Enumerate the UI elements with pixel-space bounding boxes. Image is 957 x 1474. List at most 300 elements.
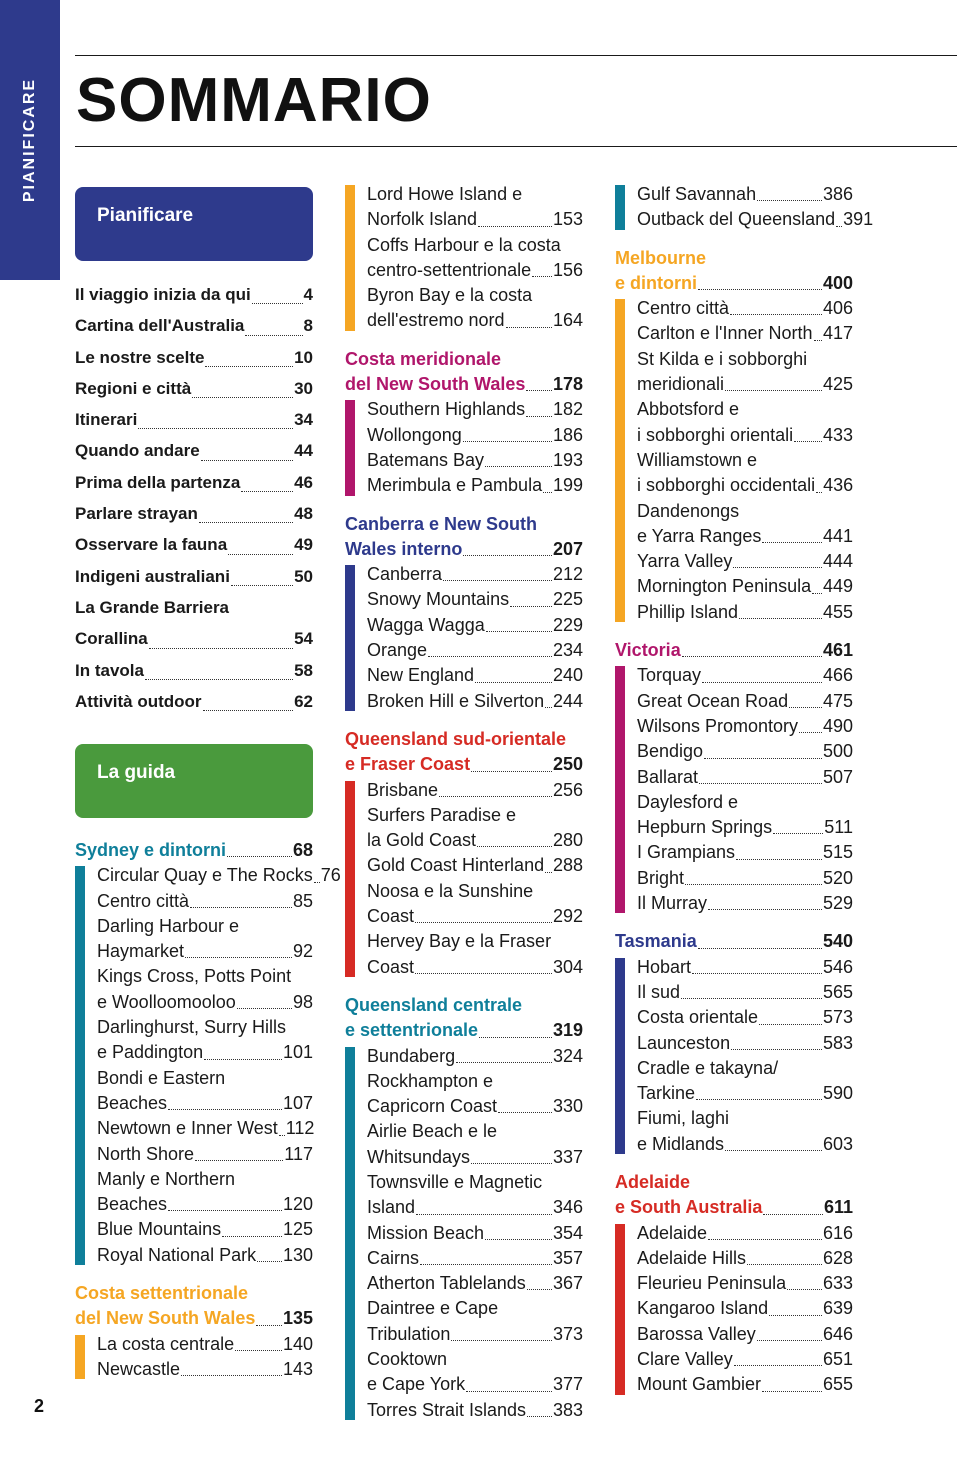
dot-leader (787, 1289, 822, 1290)
plan-entry-label: Attività outdoor (75, 691, 202, 711)
section-title: del New South Wales (345, 374, 526, 395)
toc-entry-label: Wilsons Promontory (637, 715, 799, 736)
dot-leader (532, 276, 552, 277)
toc-entry-label: la Gold Coast (367, 830, 477, 851)
toc-entry (637, 1246, 853, 1271)
page-ref: 639 (822, 1298, 853, 1319)
dot-leader (730, 314, 822, 315)
page-ref: 234 (552, 640, 583, 661)
toc-entry-label: Newtown e Inner West (97, 1118, 278, 1139)
toc-entry-label: Beaches (97, 1194, 168, 1215)
page-number: 2 (34, 1396, 45, 1416)
toc-entry (367, 562, 583, 587)
page-ref: 140 (282, 1333, 313, 1354)
page-ref: 143 (282, 1358, 313, 1379)
section-entries (615, 182, 874, 233)
dot-leader (725, 390, 822, 391)
section-title-row (615, 271, 853, 296)
toc-entry (97, 1357, 313, 1382)
dot-leader (762, 1391, 822, 1392)
section-color-bar (615, 666, 625, 913)
toc-entry (97, 1217, 313, 1242)
section-title: del New South Wales (75, 1308, 256, 1329)
dot-leader (168, 1210, 282, 1211)
toc-entry-label: Blue Mountains (97, 1219, 222, 1240)
page-ref: 565 (822, 981, 853, 1002)
toc-entry (637, 739, 853, 764)
page-ref: 400 (822, 272, 853, 293)
section-title: Costa settentrionale (75, 1283, 249, 1304)
section-title: e Fraser Coast (345, 754, 471, 775)
dot-leader (739, 618, 822, 619)
toc-entry-label: Gold Coast Hinterland (367, 855, 545, 876)
guide-section-header (75, 744, 313, 818)
page-ref: 646 (822, 1323, 853, 1344)
toc-entry (367, 207, 583, 232)
dot-leader (222, 1236, 282, 1237)
dot-leader (456, 1062, 552, 1063)
plan-entry (75, 467, 313, 498)
toc-entry-label: Broken Hill e Silverton (367, 690, 545, 711)
toc-entry (637, 207, 874, 232)
dot-leader (759, 1024, 822, 1025)
toc-entry-label: Wollongong (367, 424, 462, 445)
page-ref: 590 (822, 1083, 853, 1104)
plan-entry-label: Parlare strayan (75, 504, 198, 524)
page-ref: 490 (822, 715, 853, 736)
section-title: Queensland sud-orientale (345, 728, 567, 749)
toc-entry-label: Batemans Bay (367, 449, 485, 470)
plan-entry-label: Indigeni australiani (75, 566, 230, 586)
section-entries (615, 955, 853, 1157)
section-color-bar (75, 1335, 85, 1380)
page-ref: 433 (822, 424, 853, 445)
toc-entry-label: Southern Highlands (367, 399, 526, 420)
page-ref: 367 (552, 1273, 583, 1294)
toc-entry-label: Outback del Queensland (637, 209, 836, 230)
toc-entry-label: Wagga Wagga (367, 614, 485, 635)
toc-entry (367, 689, 583, 714)
page-ref: 193 (552, 449, 583, 470)
dot-leader (733, 567, 822, 568)
dot-leader (702, 682, 822, 683)
page-ref: 54 (294, 629, 313, 649)
dot-leader (181, 1375, 282, 1376)
page-ref: 515 (822, 842, 853, 863)
dot-leader (416, 1214, 552, 1215)
page-ref: 391 (843, 209, 874, 230)
toc-column-2 (345, 182, 583, 1423)
toc-entry-label: Hepburn Springs (637, 817, 773, 838)
dot-leader (816, 492, 822, 493)
dot-leader (228, 554, 293, 555)
plan-entry-label: Osservare la fauna (75, 535, 228, 555)
toc-entry (637, 714, 853, 739)
dot-leader (466, 1391, 552, 1392)
dot-leader (545, 872, 552, 873)
section-color-bar (345, 1047, 355, 1420)
toc-entry (637, 1271, 853, 1296)
dot-leader (479, 1037, 552, 1038)
section-color-bar (345, 185, 355, 331)
page-ref: 406 (822, 298, 853, 319)
page-ref: 199 (552, 475, 583, 496)
page-ref: 337 (552, 1146, 583, 1167)
page-ref: 182 (552, 399, 583, 420)
toc-entry-label: Ballarat (637, 766, 699, 787)
section-entries (615, 1221, 853, 1398)
toc-entry-label: Mission Beach (367, 1222, 485, 1243)
dot-leader (769, 1315, 822, 1316)
page-ref: 346 (552, 1197, 583, 1218)
toc-entry-label: Barossa Valley (637, 1323, 756, 1344)
dot-leader (736, 859, 822, 860)
section-title: e dintorni (615, 272, 697, 293)
dot-leader (168, 1109, 282, 1110)
toc-entry-label: Mornington Peninsula (637, 576, 812, 597)
toc-entry-label: Bright (637, 867, 685, 888)
page-ref: 30 (294, 378, 313, 398)
page-ref: 655 (822, 1374, 853, 1395)
toc-entry-label: Brisbane (367, 779, 439, 800)
page-ref: 244 (552, 690, 583, 711)
section-entries (75, 1332, 313, 1383)
toc-entry-label: Tribulation (367, 1323, 451, 1344)
toc-entry (367, 397, 583, 422)
sidebar-tab (0, 0, 60, 280)
toc-entry-label: Atherton Tablelands (367, 1273, 526, 1294)
dot-leader (757, 1340, 822, 1341)
dot-leader (138, 428, 293, 429)
plan-entry (75, 310, 313, 341)
toc-entry-label: Whitsundays (367, 1146, 471, 1167)
toc-entry (367, 1145, 583, 1170)
page-ref: 633 (822, 1273, 853, 1294)
toc-entry (97, 939, 313, 964)
page-ref: 280 (552, 830, 583, 851)
toc-entry-label: Costa orientale (637, 1007, 759, 1028)
toc-entry (367, 1322, 583, 1347)
dot-leader (757, 200, 822, 201)
dot-leader (256, 1325, 282, 1326)
page-ref: 92 (292, 941, 313, 962)
page-ref: 288 (552, 855, 583, 876)
toc-entry (97, 1116, 313, 1141)
page-ref: 357 (552, 1247, 583, 1268)
dot-leader (812, 593, 822, 594)
page-ref: 207 (552, 538, 583, 559)
dot-leader (526, 416, 552, 417)
page-ref: 377 (552, 1374, 583, 1395)
page-ref: 101 (282, 1042, 313, 1063)
page-ref: 611 (823, 1197, 853, 1218)
section-heading (615, 929, 853, 954)
toc-entry (367, 308, 583, 333)
dot-leader (527, 1416, 552, 1417)
page-ref: 603 (822, 1133, 853, 1154)
page-ref: 540 (822, 931, 853, 952)
dot-leader (477, 846, 552, 847)
section-title: Canberra e New South (345, 513, 538, 534)
page-ref: 76 (320, 865, 341, 886)
toc-entry (637, 1221, 853, 1246)
toc-entry (637, 663, 853, 688)
page-ref: 354 (552, 1222, 583, 1243)
plan-entry-label: Itinerari (75, 410, 138, 430)
toc-entry (637, 574, 853, 599)
dot-leader (485, 466, 552, 467)
page-ref: 511 (824, 817, 853, 838)
page-ref: 8 (303, 316, 313, 336)
toc-entry-label: meridionali (637, 374, 725, 395)
dot-leader (279, 1135, 285, 1136)
page-ref: 240 (552, 665, 583, 686)
page-ref: 178 (552, 374, 583, 395)
toc-entry (637, 423, 853, 448)
page-ref: 250 (552, 754, 583, 775)
dot-leader (443, 580, 552, 581)
section-entries (345, 1044, 583, 1423)
dot-leader (762, 542, 822, 543)
page-ref: 546 (822, 956, 853, 977)
section-title: Melbourne (615, 247, 707, 268)
section-heading (345, 727, 583, 778)
dot-leader (415, 922, 552, 923)
toc-entry-label: Darlinghurst, Surry Hills (97, 1017, 287, 1038)
page-ref: 583 (822, 1032, 853, 1053)
toc-entry-label: Surfers Paradise e (367, 804, 517, 825)
dot-leader (237, 1008, 292, 1009)
dot-leader (685, 884, 822, 885)
toc-entry-label: Fiumi, laghi (637, 1108, 730, 1129)
dot-leader (704, 758, 822, 759)
page-ref: 461 (822, 640, 853, 661)
page-ref: 98 (292, 991, 313, 1012)
toc-entry-label: Haymarket (97, 941, 185, 962)
toc-entry-label: e Paddington (97, 1042, 204, 1063)
plan-entry-label: Le nostre scelte (75, 347, 205, 367)
plan-entry (75, 279, 313, 310)
plan-section-label: Pianificare (97, 205, 194, 226)
page-ref: 49 (294, 535, 313, 555)
page-ref: 304 (552, 956, 583, 977)
page-ref: 156 (552, 259, 583, 280)
page-ref: 373 (552, 1323, 583, 1344)
toc-entry-label: Abbotsford e (637, 399, 740, 420)
section-heading (345, 993, 583, 1044)
toc-entry (367, 853, 583, 878)
toc-entry (637, 866, 853, 891)
plan-entry (75, 561, 313, 592)
page-ref: 500 (822, 741, 853, 762)
page-ref: 186 (552, 424, 583, 445)
toc-entry-label: Bundaberg (367, 1045, 456, 1066)
dot-leader (485, 1239, 552, 1240)
page-ref: 4 (303, 285, 313, 304)
toc-entry-label: Orange (367, 640, 428, 661)
toc-entry-label: Byron Bay e la costa (367, 285, 533, 306)
section-entries (345, 778, 583, 980)
toc-entry-label: Hervey Bay e la Fraser (367, 931, 552, 952)
dot-leader (708, 1239, 822, 1240)
toc-entry (637, 1347, 853, 1372)
section-title: Adelaide (615, 1171, 691, 1192)
toc-entry (637, 1372, 853, 1397)
dot-leader (814, 340, 822, 341)
page-ref: 507 (822, 766, 853, 787)
dot-leader (543, 492, 552, 493)
page-ref: 85 (292, 890, 313, 911)
page-ref: 68 (292, 840, 313, 860)
toc-entry (637, 955, 853, 980)
toc-entry-label: Daylesford e (637, 791, 739, 812)
plan-entry (75, 498, 313, 529)
section-entries (345, 562, 583, 714)
dot-leader (231, 585, 293, 586)
toc-entry-label: Beaches (97, 1092, 168, 1113)
toc-entry-label: Darling Harbour e (97, 915, 240, 936)
toc-entry (97, 1243, 313, 1268)
toc-entry-label: Torquay (637, 665, 702, 686)
toc-column-3 (615, 182, 874, 1398)
dot-leader (195, 1160, 283, 1161)
section-title-row (615, 929, 853, 954)
toc-entry-label: Snowy Mountains (367, 589, 510, 610)
toc-entry (637, 689, 853, 714)
toc-entry-label: Manly e Northern (97, 1168, 236, 1189)
toc-entry (367, 613, 583, 638)
plan-entry (75, 342, 313, 373)
page-ref: 330 (552, 1096, 583, 1117)
section-title: e South Australia (615, 1197, 763, 1218)
toc-entry-label: Yarra Valley (637, 551, 733, 572)
toc-entry-label: La costa centrale (97, 1333, 235, 1354)
toc-entry (367, 955, 583, 980)
section-color-bar (615, 1224, 625, 1395)
toc-column-1 (75, 838, 341, 1382)
toc-entry (367, 423, 583, 448)
toc-entry-label: Cooktown (367, 1349, 448, 1370)
toc-entry-label: Merimbula e Pambula (367, 475, 543, 496)
section-title: Costa meridionale (345, 348, 502, 369)
toc-entry-label: Great Ocean Road (637, 690, 789, 711)
dot-leader (314, 882, 320, 883)
toc-entry (637, 1322, 853, 1347)
dot-leader (199, 522, 293, 523)
toc-entry-label: e Cape York (367, 1374, 466, 1395)
plan-entry-label: Corallina (75, 629, 148, 649)
section-heading (75, 1281, 313, 1332)
toc-entry (97, 1040, 313, 1065)
plan-entry (75, 373, 313, 404)
toc-entry-label: St Kilda e i sobborghi (637, 348, 808, 369)
page-ref: 44 (294, 441, 313, 461)
toc-entry (637, 815, 853, 840)
page-ref: 50 (294, 566, 313, 586)
page-ref: 153 (552, 209, 583, 230)
page-ref: 292 (552, 906, 583, 927)
toc-entry-label: Clare Valley (637, 1349, 733, 1370)
toc-entry (637, 891, 853, 916)
toc-entry (367, 778, 583, 803)
toc-entry-label: I Grampians (637, 842, 736, 863)
dot-leader (747, 1264, 822, 1265)
toc-entry-label: Phillip Island (637, 601, 739, 622)
page-ref: 529 (822, 893, 853, 914)
dot-leader (439, 796, 552, 797)
toc-entry (637, 321, 853, 346)
plan-entry-label: Prima della partenza (75, 472, 241, 492)
page-ref: 225 (552, 589, 583, 610)
section-color-bar (345, 781, 355, 977)
dot-leader (428, 656, 552, 657)
dot-leader (475, 682, 552, 683)
dot-leader (773, 833, 823, 834)
toc-entry-label: Dandenongs (637, 500, 740, 521)
dot-leader (478, 226, 552, 227)
toc-entry (97, 1192, 313, 1217)
section-title-row (615, 638, 853, 663)
toc-entry (637, 372, 853, 397)
toc-entry-label: Cairns (367, 1247, 420, 1268)
page-ref: 62 (294, 691, 313, 711)
toc-entry-label: dell'estremo nord (367, 310, 505, 331)
toc-entry-label: Torres Strait Islands (367, 1399, 527, 1420)
dot-leader (252, 303, 303, 304)
dot-leader (725, 1150, 822, 1151)
dot-leader (506, 327, 552, 328)
toc-entry (367, 1195, 583, 1220)
page-ref: 383 (552, 1399, 583, 1420)
toc-entry (367, 904, 583, 929)
toc-entry-label: New England (367, 665, 475, 686)
sidebar-tab-label: PIANIFICARE (21, 77, 38, 203)
section-title-row (345, 537, 583, 562)
plan-entry-label: La Grande Barriera (75, 597, 230, 617)
toc-entry-label: Rockhampton e (367, 1070, 494, 1091)
toc-entry (637, 1081, 853, 1106)
plan-entry (75, 529, 313, 560)
page-ref: 573 (822, 1007, 853, 1028)
dot-leader (204, 1059, 282, 1060)
toc-entry (97, 863, 341, 888)
dot-leader (201, 460, 293, 461)
toc-entry-label: Adelaide (637, 1222, 708, 1243)
plan-entry (75, 686, 313, 717)
page-ref: 58 (294, 660, 313, 680)
toc-entry (367, 1246, 583, 1271)
section-heading (345, 347, 583, 398)
page-ref: 164 (552, 310, 583, 331)
dot-leader (789, 707, 822, 708)
toc-entry-label: Capricorn Coast (367, 1096, 498, 1117)
dot-leader (415, 973, 552, 974)
page-ref: 425 (822, 374, 853, 395)
page-ref: 436 (823, 475, 854, 496)
section-color-bar (345, 565, 355, 711)
page-ref: 212 (552, 564, 583, 585)
dot-leader (185, 957, 292, 958)
dot-leader (734, 1365, 822, 1366)
toc-entry-label: centro-settentrionale (367, 259, 532, 280)
toc-entry-label: Royal National Park (97, 1244, 257, 1265)
top-rule (75, 55, 957, 56)
toc-entry-label: Circular Quay e The Rocks (97, 865, 313, 886)
section-title: Queensland centrale (345, 994, 523, 1015)
toc-entry (637, 980, 853, 1005)
page-ref: 324 (552, 1045, 583, 1066)
dot-leader (227, 856, 292, 857)
